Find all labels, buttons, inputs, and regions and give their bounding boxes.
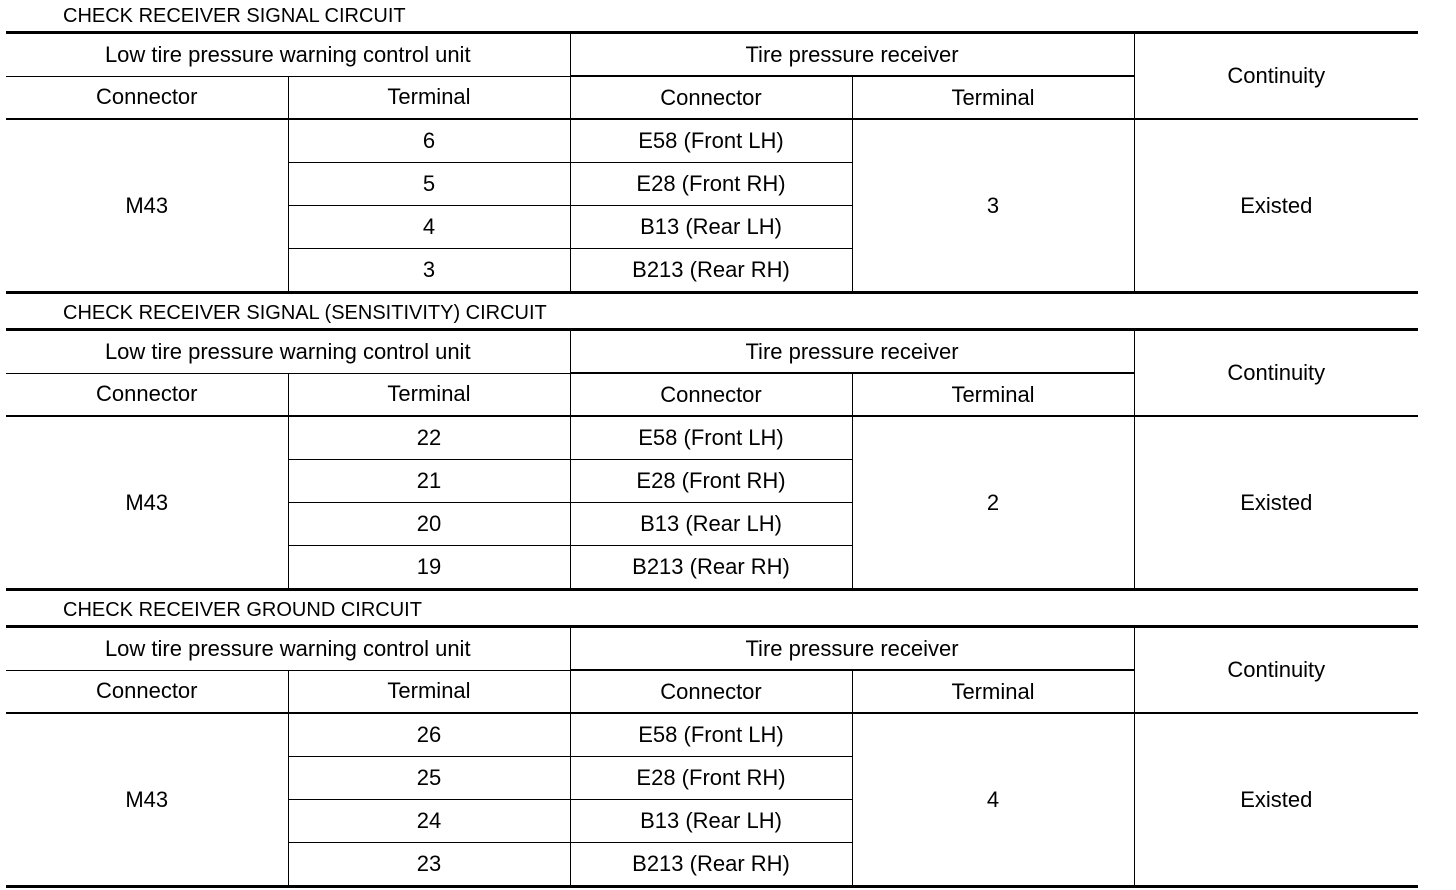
unit-terminal-cell: 4 xyxy=(288,206,570,249)
unit-connector-cell: M43 xyxy=(6,416,288,590)
continuity-cell: Existed xyxy=(1134,119,1418,293)
receiver-connector-cell: B213 (Rear RH) xyxy=(570,546,852,590)
header-receiver-terminal: Terminal xyxy=(852,76,1134,119)
unit-terminal-cell: 3 xyxy=(288,249,570,293)
unit-connector-cell: M43 xyxy=(6,119,288,293)
header-receiver-connector: Connector xyxy=(570,76,852,119)
unit-terminal-cell: 23 xyxy=(288,843,570,887)
receiver-terminal-cell: 3 xyxy=(852,119,1134,293)
header-unit: Low tire pressure warning control unit xyxy=(6,627,570,671)
receiver-connector-cell: B213 (Rear RH) xyxy=(570,249,852,293)
table-row xyxy=(6,119,1418,163)
header-receiver: Tire pressure receiver xyxy=(570,330,1134,374)
receiver-connector-cell: B213 (Rear RH) xyxy=(570,843,852,887)
header-receiver: Tire pressure receiver xyxy=(570,33,1134,77)
continuity-cell: Existed xyxy=(1134,713,1418,887)
table-row xyxy=(6,713,1418,757)
receiver-connector-cell: B13 (Rear LH) xyxy=(570,800,852,843)
unit-terminal-cell: 25 xyxy=(288,757,570,800)
header-unit-connector: Connector xyxy=(6,76,288,119)
header-unit-connector: Connector xyxy=(6,373,288,416)
receiver-connector-cell: E28 (Front RH) xyxy=(570,163,852,206)
header-receiver-connector: Connector xyxy=(570,373,852,416)
receiver-connector-cell: B13 (Rear LH) xyxy=(570,503,852,546)
receiver-connector-cell: B13 (Rear LH) xyxy=(570,206,852,249)
unit-terminal-cell: 6 xyxy=(288,119,570,163)
header-unit-terminal: Terminal xyxy=(288,373,570,416)
section-title: CHECK RECEIVER SIGNAL CIRCUIT xyxy=(63,5,406,27)
header-unit: Low tire pressure warning control unit xyxy=(6,330,570,374)
receiver-connector-cell: E58 (Front LH) xyxy=(570,416,852,460)
continuity-table xyxy=(6,625,1418,888)
table-row xyxy=(6,416,1418,460)
unit-terminal-cell: 21 xyxy=(288,460,570,503)
unit-terminal-cell: 20 xyxy=(288,503,570,546)
unit-terminal-cell: 19 xyxy=(288,546,570,590)
receiver-terminal-cell: 4 xyxy=(852,713,1134,887)
header-unit-terminal: Terminal xyxy=(288,76,570,119)
continuity-table xyxy=(6,328,1418,591)
header-receiver: Tire pressure receiver xyxy=(570,627,1134,671)
header-receiver-terminal: Terminal xyxy=(852,373,1134,416)
header-unit-terminal: Terminal xyxy=(288,670,570,713)
receiver-connector-cell: E58 (Front LH) xyxy=(570,713,852,757)
unit-terminal-cell: 26 xyxy=(288,713,570,757)
receiver-connector-cell: E58 (Front LH) xyxy=(570,119,852,163)
continuity-table xyxy=(6,31,1418,294)
header-continuity: Continuity xyxy=(1134,627,1418,714)
unit-terminal-cell: 5 xyxy=(288,163,570,206)
unit-terminal-cell: 22 xyxy=(288,416,570,460)
receiver-connector-cell: E28 (Front RH) xyxy=(570,460,852,503)
receiver-terminal-cell: 2 xyxy=(852,416,1134,590)
unit-terminal-cell: 24 xyxy=(288,800,570,843)
section-title: CHECK RECEIVER SIGNAL (SENSITIVITY) CIRCUIT xyxy=(63,302,547,324)
header-receiver-connector: Connector xyxy=(570,670,852,713)
header-unit: Low tire pressure warning control unit xyxy=(6,33,570,77)
header-continuity: Continuity xyxy=(1134,33,1418,120)
header-unit-connector: Connector xyxy=(6,670,288,713)
receiver-connector-cell: E28 (Front RH) xyxy=(570,757,852,800)
continuity-cell: Existed xyxy=(1134,416,1418,590)
unit-connector-cell: M43 xyxy=(6,713,288,887)
header-receiver-terminal: Terminal xyxy=(852,670,1134,713)
header-continuity: Continuity xyxy=(1134,330,1418,417)
section-title: CHECK RECEIVER GROUND CIRCUIT xyxy=(63,599,422,621)
